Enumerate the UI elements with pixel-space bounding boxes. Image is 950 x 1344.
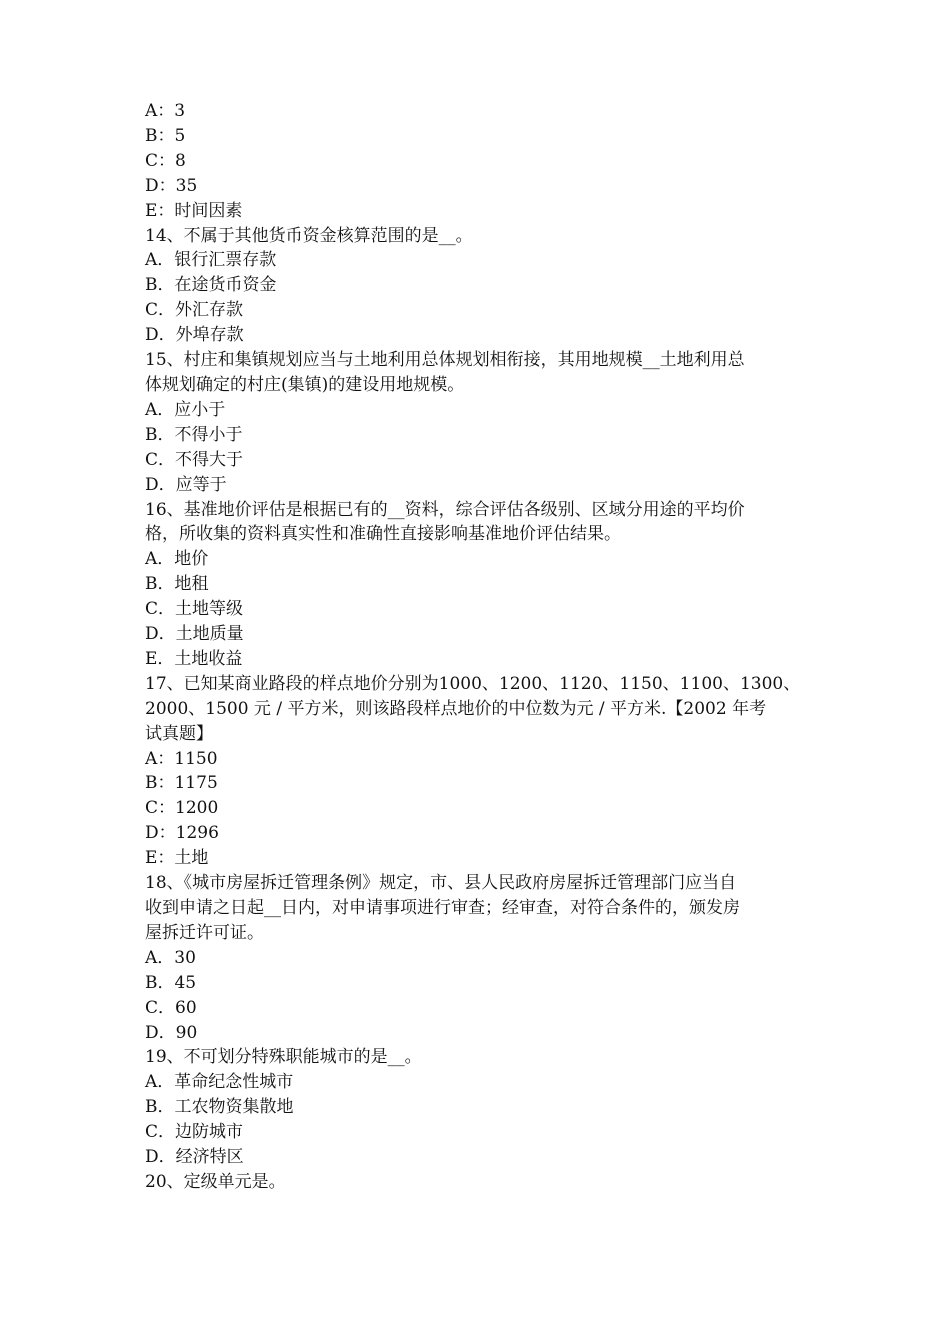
question-18-cont: 收到申请之日起__日内，对申请事项进行审查；经审查，对符合条件的，颁发房: [145, 898, 740, 918]
option-line: C．60: [145, 997, 197, 1018]
option-line: C．土地等级: [145, 599, 244, 620]
option-line: C．外汇存款: [145, 300, 244, 321]
option-line: D．土地质量: [145, 624, 244, 645]
option-line: E．土地收益: [145, 648, 243, 669]
option-line: B．在途货币资金: [145, 275, 277, 296]
question-17: 17、已知某商业路段的样点地价分别为1000、1200、1120、1150、1100、1300、: [145, 673, 801, 694]
option-line: A．革命纪念性城市: [145, 1072, 294, 1093]
question-15: 15、村庄和集镇规划应当与土地利用总体规划相衔接，其用地规模__土地利用总: [145, 350, 745, 371]
question-18-cont: 屋拆迁许可证。: [145, 922, 264, 943]
option-line: B．工农物资集散地: [145, 1097, 294, 1118]
question-15-cont: 体规划确定的村庄(集镇)的建设用地规模。: [145, 374, 465, 395]
option-line: A．地价: [145, 549, 209, 570]
option-line: E：土地: [145, 848, 209, 869]
question-17-cont: 2000、1500 元 / 平方米，则该路段样点地价的中位数为元 / 平方米.【2002 年考: [145, 698, 767, 719]
option-line: C：8: [145, 150, 186, 171]
document-body: [145, 99, 817, 1195]
option-line: E：时间因素: [145, 200, 243, 221]
question-18: 18、《城市房屋拆迁管理条例》规定，市、县人民政府房屋拆迁管理部门应当自: [145, 873, 737, 894]
question-16: 16、基准地价评估是根据已有的__资料，综合评估各级别、区域分用途的平均价: [145, 499, 745, 520]
option-line: C．不得大于: [145, 449, 244, 470]
option-line: A．银行汇票存款: [145, 250, 277, 271]
option-line: A．30: [145, 947, 196, 968]
option-line: D：1296: [145, 823, 219, 844]
option-line: C：1200: [145, 798, 219, 819]
option-line: B：5: [145, 125, 186, 146]
question-20: 20、定级单元是。: [145, 1171, 286, 1192]
option-line: A：1150: [145, 748, 218, 769]
option-line: B．地租: [145, 574, 209, 595]
question-19: 19、不可划分特殊职能城市的是__。: [145, 1047, 422, 1068]
option-line: D．应等于: [145, 474, 227, 495]
option-line: B．45: [145, 972, 197, 993]
option-line: D．外埠存款: [145, 325, 244, 346]
option-line: A．应小于: [145, 399, 226, 420]
question-17-cont: 试真题】: [145, 723, 213, 744]
option-line: A：3: [145, 101, 186, 121]
option-line: B：1175: [145, 773, 218, 794]
option-line: D：35: [145, 175, 198, 196]
question-14: 14、不属于其他货币资金核算范围的是__。: [145, 225, 473, 246]
option-line: B．不得小于: [145, 424, 243, 445]
question-16-cont: 格，所收集的资料真实性和准确性直接影响基准地价评估结果。: [145, 524, 621, 545]
option-line: D．90: [145, 1022, 198, 1043]
option-line: D．经济特区: [145, 1147, 244, 1168]
option-line: C．边防城市: [145, 1122, 244, 1143]
